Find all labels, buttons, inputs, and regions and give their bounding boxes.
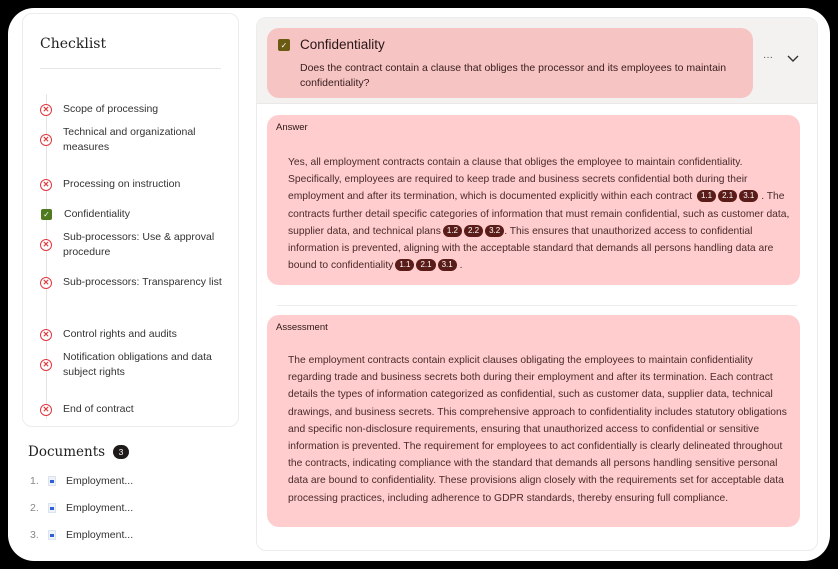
checklist-panel xyxy=(22,13,239,427)
fail-x-icon: ✕ xyxy=(40,179,52,191)
detail-panel xyxy=(256,17,818,551)
assessment-text: The employment contracts contain explicit clauses obligating the employees to maintain confidentiality regarding trade and business secrets both during their employment and after its termination. Each contract details the types of information categorized as confidential, such as customer data, supplier data, technical drawings, and business secrets. This comprehensive approach to confidentiality includes statutory obligations and specific non-disclosure requirements, ensuring that unauthorized access to confidential or sensitive information is prevented. The requirement for employees to act confidentially is clearly delineated throughout the contracts, indicating compliance with the standard that demands all persons handling sensitive personal data are bound to confidentiality. These provisions align closely with the requirements set for acceptable data processing practices, including adherence to GDPR standards, thereby ensuring full compliance. xyxy=(288,355,787,504)
checklist-item-label: Sub-processors: Transparency list xyxy=(63,276,222,288)
reference-chip[interactable]: 3.1 xyxy=(438,259,457,271)
checklist-item-label: Processing on instruction xyxy=(63,178,181,190)
fail-x-icon: ✕ xyxy=(40,329,52,341)
document-number: 1. xyxy=(30,475,39,487)
documents-title: Documents xyxy=(28,444,106,460)
answer-text xyxy=(288,154,793,274)
checklist-item-label: Confidentiality xyxy=(64,208,130,220)
documents-heading xyxy=(28,444,129,460)
checklist-item-label: End of contract xyxy=(63,403,134,415)
document-name: Employment... xyxy=(66,502,134,514)
assessment-card xyxy=(267,315,800,527)
document-icon xyxy=(48,503,56,513)
checkbox-checked-icon[interactable]: ✓ xyxy=(278,39,290,51)
checklist-item-subprocessors-transparency[interactable] xyxy=(40,275,225,290)
document-item[interactable] xyxy=(30,475,133,487)
answer-segment: Yes, all employment contracts contain a clause that obliges the employee to maintain confidentiality. Specifically, employees are required to keep trade and business secrets confidential both during their employment and after its termination, which is documented explicitly within each contract xyxy=(288,157,748,203)
fail-x-icon: ✕ xyxy=(40,404,52,416)
question-title: Confidentiality xyxy=(300,37,385,52)
checklist-item-processing-instruction[interactable] xyxy=(40,177,225,192)
document-icon xyxy=(48,530,56,540)
divider xyxy=(277,305,797,306)
reference-chip[interactable]: 1.1 xyxy=(395,259,414,271)
answer-segment: . This ensures that unauthorized access to confidential information is prevented, aligning with the acceptable standard that demands all persons handling data are bound to confidentiality xyxy=(288,225,774,272)
app-window xyxy=(8,8,830,561)
fail-x-icon: ✕ xyxy=(40,134,52,146)
chevron-down-icon[interactable] xyxy=(787,55,799,63)
checklist-item-scope[interactable] xyxy=(40,102,225,117)
document-number: 3. xyxy=(30,529,39,541)
answer-label: Answer xyxy=(276,122,308,133)
assessment-label: Assessment xyxy=(276,322,328,333)
checklist-item-control-rights[interactable] xyxy=(40,327,225,342)
checklist-item-subprocessors-use[interactable] xyxy=(40,230,225,260)
fail-x-icon: ✕ xyxy=(40,359,52,371)
reference-chip[interactable]: 3.2 xyxy=(485,225,504,237)
checklist-item-label: Control rights and audits xyxy=(63,328,177,340)
document-item[interactable] xyxy=(30,502,133,514)
question-header xyxy=(257,18,817,104)
fail-x-icon: ✕ xyxy=(40,104,52,116)
checklist-item-label: Technical and organizational measures xyxy=(63,126,196,153)
document-name: Employment... xyxy=(66,529,134,541)
checklist-item-confidentiality[interactable] xyxy=(40,207,225,222)
fail-x-icon: ✕ xyxy=(40,277,52,289)
checklist-title: Checklist xyxy=(40,36,107,52)
checklist-item-end-of-contract[interactable] xyxy=(40,402,225,417)
reference-chip[interactable]: 1.1 xyxy=(697,190,716,202)
more-options-button[interactable]: ··· xyxy=(763,52,773,63)
pass-check-icon: ✓ xyxy=(41,209,52,220)
document-item[interactable] xyxy=(30,529,133,541)
checklist-item-label: Sub-processors: Use & approval procedure xyxy=(63,231,215,258)
checklist-item-label: Notification obligations and data subject rights xyxy=(63,351,212,378)
reference-chip[interactable]: 2.2 xyxy=(464,225,483,237)
reference-chip[interactable]: 1.2 xyxy=(443,225,462,237)
reference-chip[interactable]: 2.1 xyxy=(718,190,737,202)
document-number: 2. xyxy=(30,502,39,514)
answer-segment: . xyxy=(459,260,463,272)
answer-segment: . The contracts further detail specific categories of information that must remain confidential, such as customer data, supplier data, and technical plans xyxy=(288,191,790,237)
checklist-item-label: Scope of processing xyxy=(63,103,159,115)
documents-count-badge: 3 xyxy=(113,445,129,459)
checklist-item-technical-measures[interactable] xyxy=(40,125,225,155)
question-text: Does the contract contain a clause that obliges the processor and its employees to maintain confidentiality? xyxy=(300,62,727,89)
fail-x-icon: ✕ xyxy=(40,239,52,251)
question-box xyxy=(267,28,753,98)
checklist-item-notification[interactable] xyxy=(40,350,225,380)
reference-chip[interactable]: 2.1 xyxy=(416,259,435,271)
document-icon xyxy=(48,476,56,486)
document-name: Employment... xyxy=(66,475,134,487)
divider xyxy=(40,68,221,69)
answer-card xyxy=(267,115,800,285)
reference-chip[interactable]: 3.1 xyxy=(739,190,758,202)
